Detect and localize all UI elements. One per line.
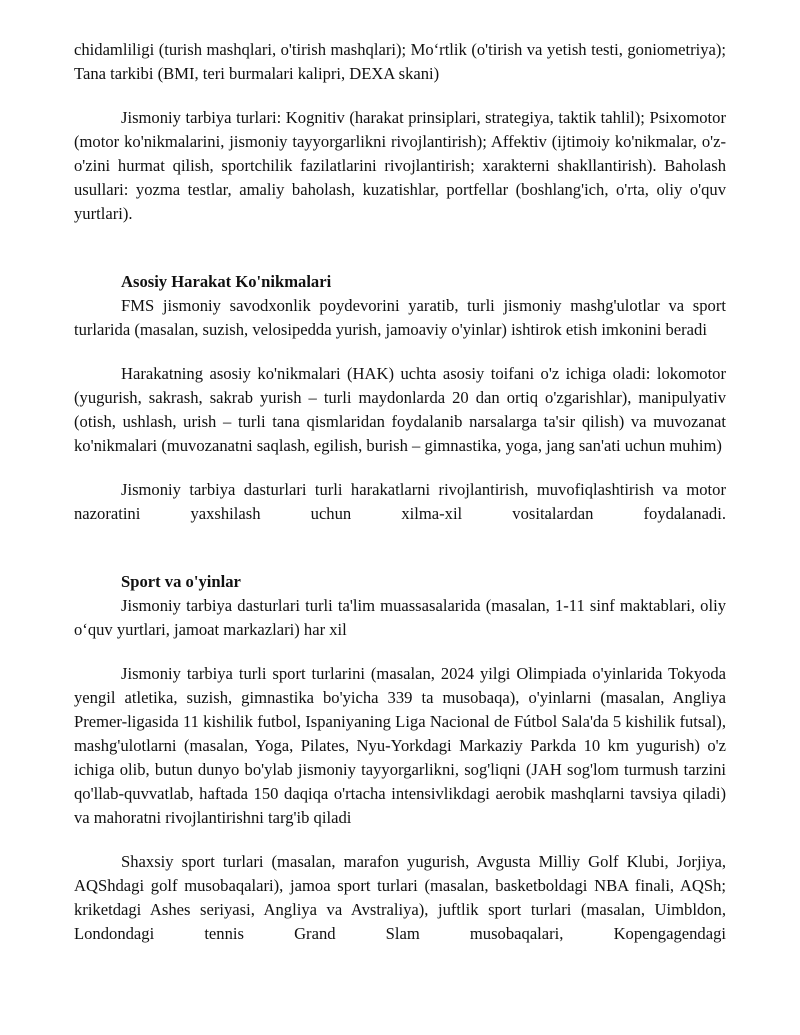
document-page — [74, 38, 726, 946]
paragraph-fitness-tests: chidamliligi (turish mashqlari, o'tirish mashqlari); Mo‘rtlik (o'tirish va yetish testi, goniometriya); Tana tarkibi (BMI, teri burmalari kalipri, DEXA skani) — [74, 40, 726, 83]
spacer — [74, 342, 726, 362]
paragraph-hak-categories: Harakatning asosiy ko'nikmalari (HAK) uchta asosiy toifani o'z ichiga oladi: lokomotor (yugurish, sakrash, sakrab yurish – turli maydonlarda 20 dan ortiq o'zgarishlar), manipulyativ (otish, ushlash, urish – turli tana qismlaridan foydalanib narsalarga ta'sir qilish) va muvozanat ko'nikmalari (muvozanatni saqlash, egilish, burish – gimnastika, yoga, jang san'ati uchun muhim) — [74, 364, 726, 455]
spacer — [74, 642, 726, 662]
paragraph-sport-kinds: Shaxsiy sport turlari (masalan, marafon yugurish, Avgusta Milliy Golf Klubi, Jorjiya, AQShdagi golf musobaqalari), jamoa sport turlari (masalan, basketboldagi NBA finali, AQSh; kriketdagi Ashes seriyasi, Angliya va Avstraliya), juftlik sport turlari (masalan, Uimbldon, Londondagi tennis Grand Slam musobaqalari, Kopengagendagi — [74, 852, 726, 943]
paragraph-sports-examples: Jismoniy tarbiya turli sport turlarini (masalan, 2024 yilgi Olimpiada o'yinlarida Tokyoda yengil atletika, suzish, gimnastika bo'yicha 339 ta musobaqa), o'yinlarni (masalan, Angliya Premer-ligasida 11 kishilik futbol, Ispaniyaning Liga Nacional de Fútbol Sala'da 5 kishilik futsal), mashg'ulotlarni (masalan, Yoga, Pilates, Nyu-Yorkdagi Markaziy Parkda 10 km yugurish) o'z ichiga olib, butun dunyo bo'ylab jismoniy tayyorgarlikni, sog'liqni (JAH sog'lom turmush tarzini qo'llab-quvvatlab, haftada 150 daqiqa o'rtacha intensivlikdagi aerobik mashqlarni tavsiya qiladi) va mahoratni rivojlantirishni targ'ib qiladi — [74, 664, 726, 827]
spacer — [74, 830, 726, 850]
spacer — [74, 526, 726, 570]
spacer — [74, 226, 726, 270]
paragraph-pe-types: Jismoniy tarbiya turlari: Kognitiv (harakat prinsiplari, strategiya, taktik tahlil); Psixomotor (motor ko'nikmalarini, jismoniy tayyorgarlikni rivojlantirish); Affektiv (ijtimoiy ko'nikmalar, o'z-o'zini hurmat qilish, sportchilik fazilatlarini rivojlantirish; xarakterni shakllantirish). Baholash usullari: yozma testlar, amaliy baholash, kuzatishlar, portfellar (boshlang'ich, o'rta, oliy o'quv yurtlari). — [74, 108, 726, 223]
paragraph-fms-intro: FMS jismoniy savodxonlik poydevorini yaratib, turli jismoniy mashg'ulotlar va sport turlarida (masalan, suzish, velosipedda yurish, jamoaviy o'yinlar) ishtirok etish imkonini beradi — [74, 296, 726, 339]
paragraph-pe-programs-tools: Jismoniy tarbiya dasturlari turli harakatlarni rivojlantirish, muvofiqlashtirish va motor nazoratini yaxshilash uchun xilma-xil vositalardan foydalanadi. — [74, 480, 726, 523]
spacer — [74, 458, 726, 478]
section-heading-fms: Asosiy Harakat Ko'nikmalari — [121, 272, 332, 291]
paragraph-pe-institutions: Jismoniy tarbiya dasturlari turli ta'lim muassasalarida (masalan, 1-11 sinf maktablari, oliy o‘quv yurtlari, jamoat markazlari) har xil — [74, 596, 726, 639]
spacer — [74, 86, 726, 106]
section-heading-sports-games: Sport va o'yinlar — [121, 572, 241, 591]
